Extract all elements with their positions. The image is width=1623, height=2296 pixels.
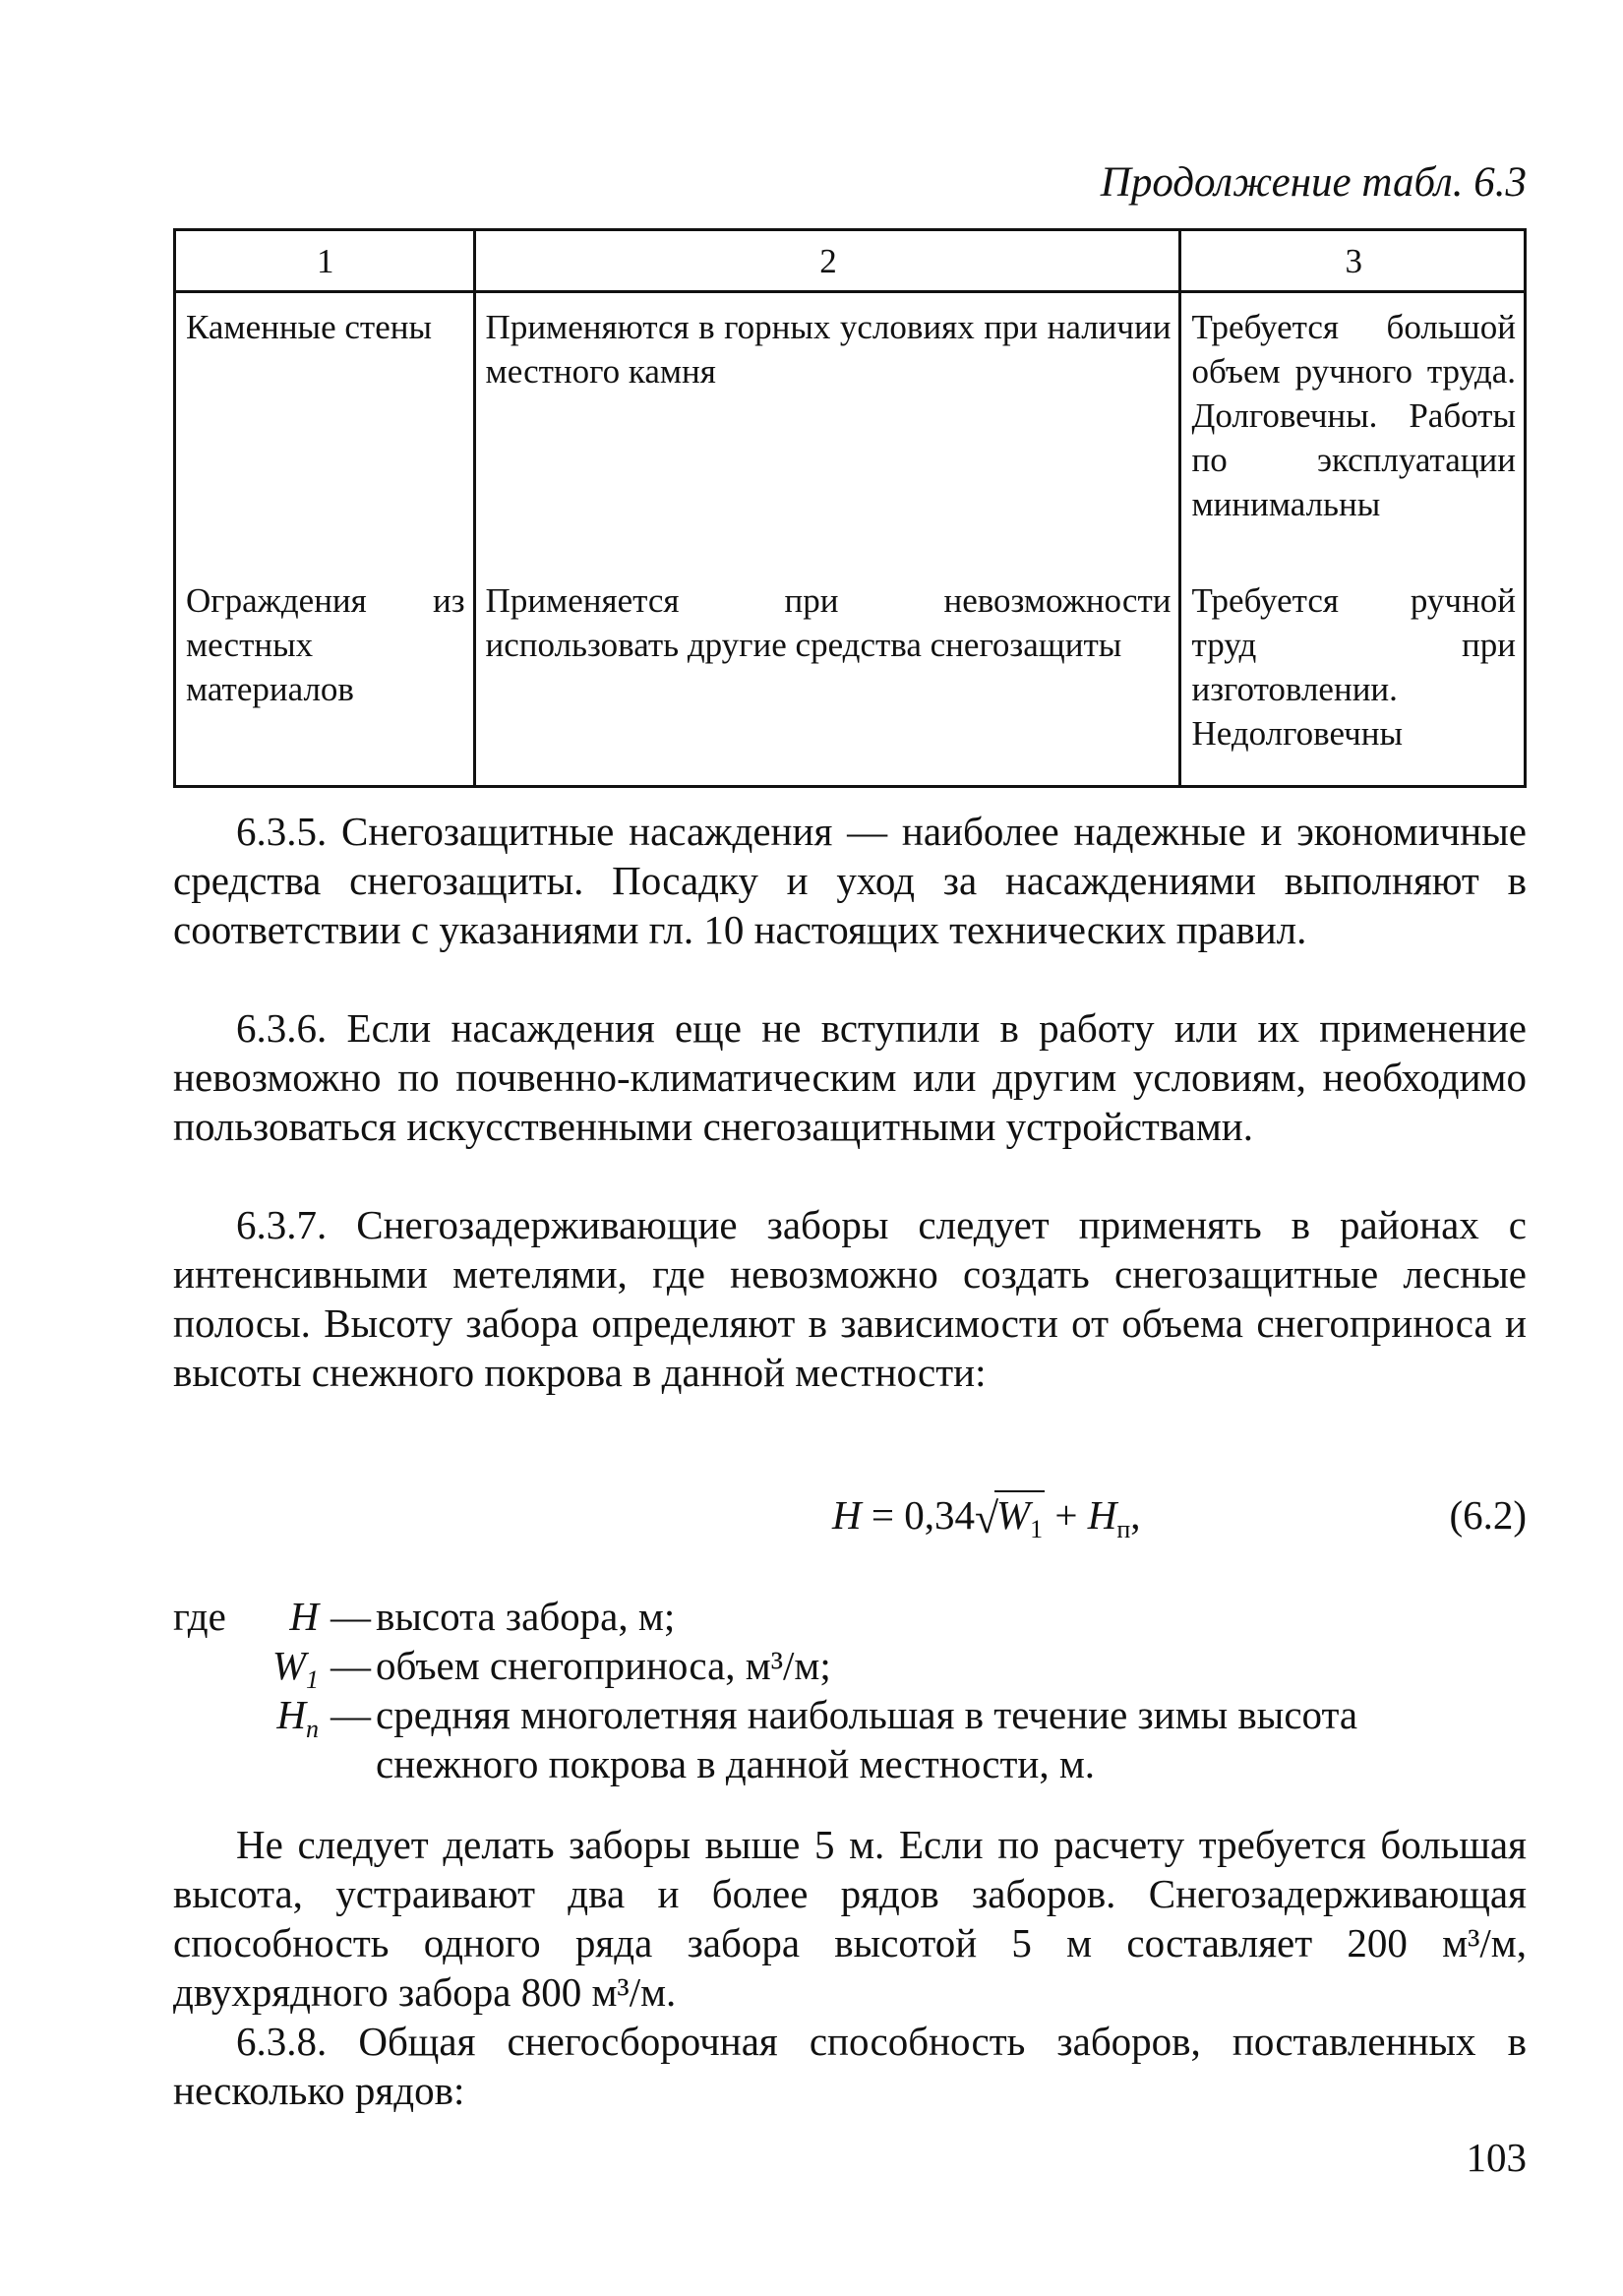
page-number: 103 [1466, 2135, 1527, 2180]
definition-dash: — [331, 1692, 371, 1737]
table-cell: Ограждения из местных материалов [175, 574, 475, 787]
radical-sign-icon: √ [974, 1494, 999, 1542]
formula-coefficient: = 0,34 [861, 1492, 975, 1538]
table-continuation-label: Продолжение табл. 6.3 [1100, 159, 1527, 206]
table-row [175, 292, 1526, 575]
paragraph-fence-height [173, 1820, 1527, 2017]
table-cell: Требуется ручной труд при изготовлении. Недолговечны [1180, 574, 1526, 787]
column-header: 3 [1180, 230, 1526, 292]
formula-number: (6.2) [1449, 1492, 1527, 1538]
formula-term-sub: п [1116, 1515, 1131, 1544]
formula-definitions [173, 1592, 1527, 1788]
definition-text: высота забора, м; [376, 1594, 676, 1639]
paragraph-text: 6.3.8. Общая снегосборочная способность заборов, поставленных в несколько рядов: [173, 2019, 1527, 2113]
radicand: $W_1$ [995, 1492, 1044, 1544]
definition-dash: — [331, 1594, 371, 1639]
definition-symbol: $H_п$ [276, 1692, 319, 1744]
paragraph-text: 6.3.6. Если насаждения еще не вступили в работу или их применение невозможно по почвенно-климатическим или другим условиям, необходимо пользоваться искусственными снегозащитными устройствами. [173, 1005, 1527, 1149]
where-label: где [173, 1594, 226, 1639]
square-root [975, 1485, 1045, 1559]
paragraph-6-3-8 [173, 2017, 1527, 2115]
table-row [175, 574, 1526, 787]
formula-6-2 [173, 1485, 1527, 1544]
definition-row [173, 1641, 1527, 1695]
paragraph-text: 6.3.7. Снегозадерживающие заборы следует применять в районах с интенсивными метелями, где невозможно создать снегозащитные лесные полосы. Высоту забора определяют в зависимости от объема снегоприноса и высоты снежного покрова в данной местности: [173, 1202, 1527, 1395]
table-cell: Применяются в горных условиях при наличии местного камня [474, 292, 1180, 575]
definition-symbol: $W_1$ [271, 1643, 319, 1695]
paragraph-6-3-6 [173, 1003, 1527, 1151]
definition-symbol: H [289, 1594, 319, 1639]
table-cell: Каменные стены [175, 292, 475, 575]
formula-expression: H = 0,34 √ $W_1 + H_п$, [832, 1485, 1141, 1559]
definition-text: средняя многолетняя наибольшая в течение зимы высота снежного покрова в данной местности, м. [376, 1692, 1358, 1786]
definition-row [173, 1690, 1527, 1788]
formula-term: H [1087, 1492, 1117, 1538]
paragraph-6-3-5 [173, 807, 1527, 954]
table-cell: Требуется большой объем ручного труда. Долговечны. Работы по эксплуатации минимальны [1180, 292, 1526, 575]
snow-protection-table [173, 228, 1527, 788]
definition-text: объем снегоприноса, м³/м; [376, 1643, 831, 1688]
paragraph-6-3-7 [173, 1200, 1527, 1397]
paragraph-text: 6.3.5. Снегозащитные насаждения — наиболее надежные и экономичные средства снегозащиты. Посадку и уход за насаждениями выполняют в соответствии с указаниями гл. 10 настоящих технических правил. [173, 809, 1527, 952]
column-header: 2 [474, 230, 1180, 292]
formula-lhs: H [832, 1492, 862, 1538]
table-header-row [175, 230, 1526, 292]
column-header: 1 [175, 230, 475, 292]
paragraph-text: Не следует делать заборы выше 5 м. Если по расчету требуется большая высота, устраивают два и более рядов заборов. Снегозадерживающая способность одного ряда забора высотой 5 м составляет 200 м³/м, двухрядного забора 800 м³/м. [173, 1822, 1527, 2015]
definition-dash: — [331, 1643, 371, 1688]
formula-plus: + [1045, 1492, 1088, 1538]
definition-row [173, 1592, 1527, 1641]
table-cell: Применяется при невозможности использовать другие средства снегозащиты [474, 574, 1180, 787]
